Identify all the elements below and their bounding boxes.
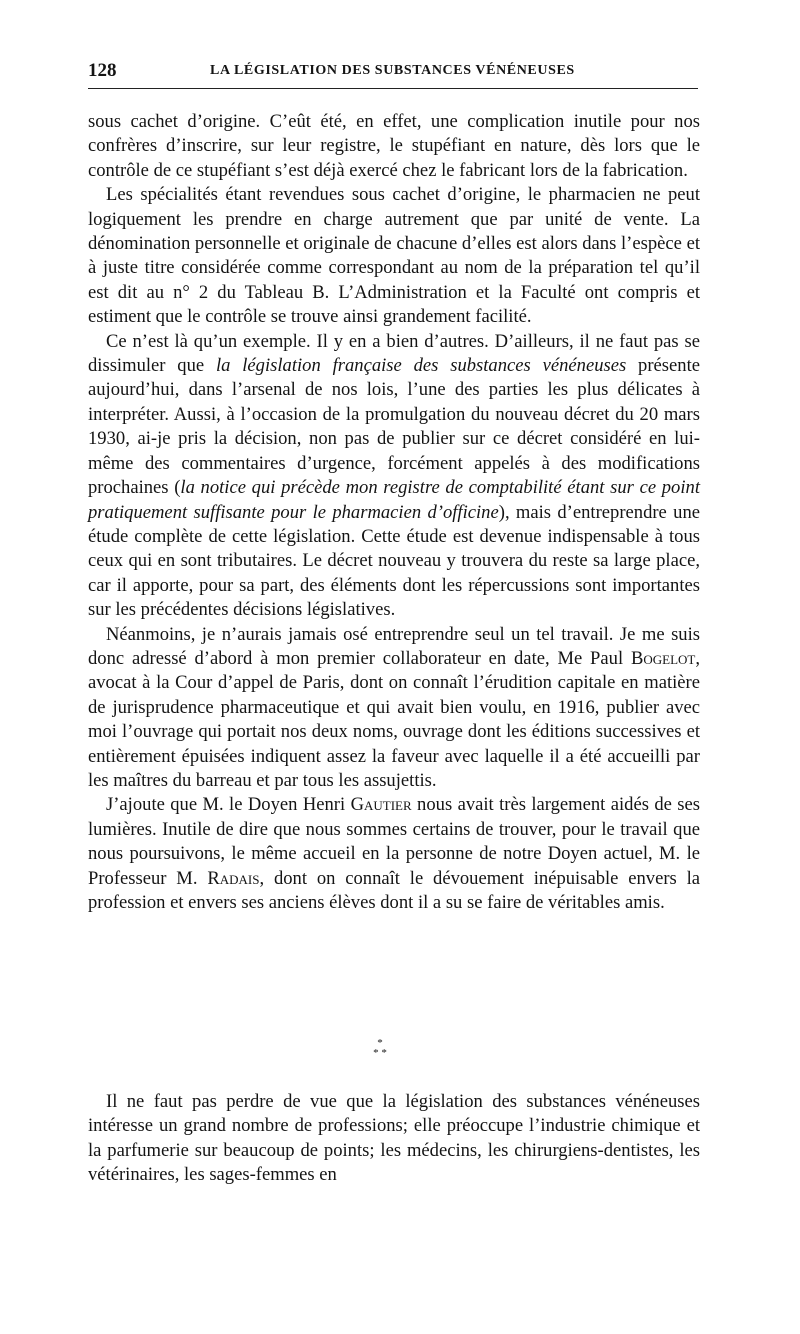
main-text	[88, 110, 700, 915]
p3-text-c: présente aujourd’hui, dans l’arsenal de nos lois, l’une des parties les plus délicates à interpréter. Aussi, à l’occasion de la promulgation du nouveau décret du 20 mars 1930, ai-je pris la décision, non pas de publier sur ce décret considéré en lui-même des commentaires d’urgence, forcément appelés à des modifications prochaines (	[88, 355, 700, 499]
lower-text	[88, 1090, 700, 1188]
p3-italic-aside: la notice qui précède mon registre de comptabilité étant sur ce point pratiquement suffisante pour le pharmacien d’officine	[88, 477, 700, 523]
p5-text-a: J’ajoute que M. le Doyen Henri	[106, 794, 351, 816]
p4-name-bogelot: Bogelot	[630, 647, 696, 669]
p3-text-a: Ce n’est là qu’un exemple. Il y en a bien d’autres. D’ailleurs, il ne faut pas se dissimuler que	[88, 330, 700, 377]
paragraph-1: sous cachet d’origine. C’eût été, en effet, une complication inutile pour nos confrères d’inscrire, sur leur registre, le stupéfiant en nature, dès lors que le contrôle de ce stupéfiant s’est déjà exercé chez le fabricant lors de la fabrication.	[88, 111, 700, 181]
p3-text-e: ), mais d’entreprendre une étude complète de cette législation. Cette étude est devenue indispensable à tous ceux qui en sont tributaires. Le décret nouveau y trouvera du reste sa large place, car il apporte, pour sa part, des éléments dont les répercussions sont importantes sur les précédentes décisions législatives.	[88, 501, 700, 621]
running-title: LA LÉGISLATION DES SUBSTANCES VÉNÉNEUSES	[210, 63, 575, 78]
p5-name-gautier: Gautier	[350, 794, 412, 816]
p4-text-c: , avocat à la Cour d’appel de Paris, dont on connaît l’érudition capitale en matière de jurisprudence pharmaceutique et qui avait bien voulu, en 1916, publier avec moi l’ouvrage qui portait nos deux noms, ouvrage dont les éditions successives et entièrement épuisées indiquent assez la faveur avec laquelle il a été accueilli par les maîtres du barreau et par tous les assujettis.	[88, 647, 700, 791]
page-number: 128	[88, 60, 117, 81]
p4-text-a: Néanmoins, je n’aurais jamais osé entreprendre seul un tel travail. Je me suis donc adressé d’abord à mon premier collaborateur en date, Me Paul	[88, 623, 700, 669]
paragraph-2: Les spécialités étant revendues sous cachet d’origine, le pharmacien ne peut logiquement les prendre en charge autrement que par unité de vente. La dénomination personnelle et originale de chacune d’elles est alors dans l’espèce et à juste titre considérée comme correspondant au nom de la préparation tel qu’il est dit au n° 2 du Tableau B. L’Administration et la Faculté ont compris et estiment que le contrôle se trouve ainsi grandement facilité.	[88, 184, 700, 328]
paragraph-5	[88, 793, 700, 915]
page-header	[88, 58, 698, 89]
p5-text-c: nous avait très largement aidés de ses lumières. Inutile de dire que nous sommes certains de trouver, pour le travail que nous poursuivons, le même accueil en la personne de notre Doyen actuel, M. le Professeur M.	[88, 794, 700, 889]
p5-text-e: , dont on connaît le dévouement inépuisable envers la profession et envers ses anciens élèves dont il a su se faire de véritables amis.	[88, 867, 700, 913]
paragraph-3	[88, 330, 700, 623]
paragraph-4	[88, 623, 700, 794]
paragraph-6: Il ne faut pas perdre de vue que la législation des substances vénéneuses intéresse un grand nombre de professions; elle préoccupe l’industrie chimique et la parfumerie sur beaucoup de points; les médecins, les chirurgiens-dentistes, les vétérinaires, les sages-femmes en	[88, 1091, 700, 1186]
p5-name-radais: Radais	[207, 867, 260, 889]
section-break-asterisks: * * *	[373, 1037, 387, 1059]
p3-italic-title: la législation française des substances vénéneuses	[215, 355, 627, 377]
